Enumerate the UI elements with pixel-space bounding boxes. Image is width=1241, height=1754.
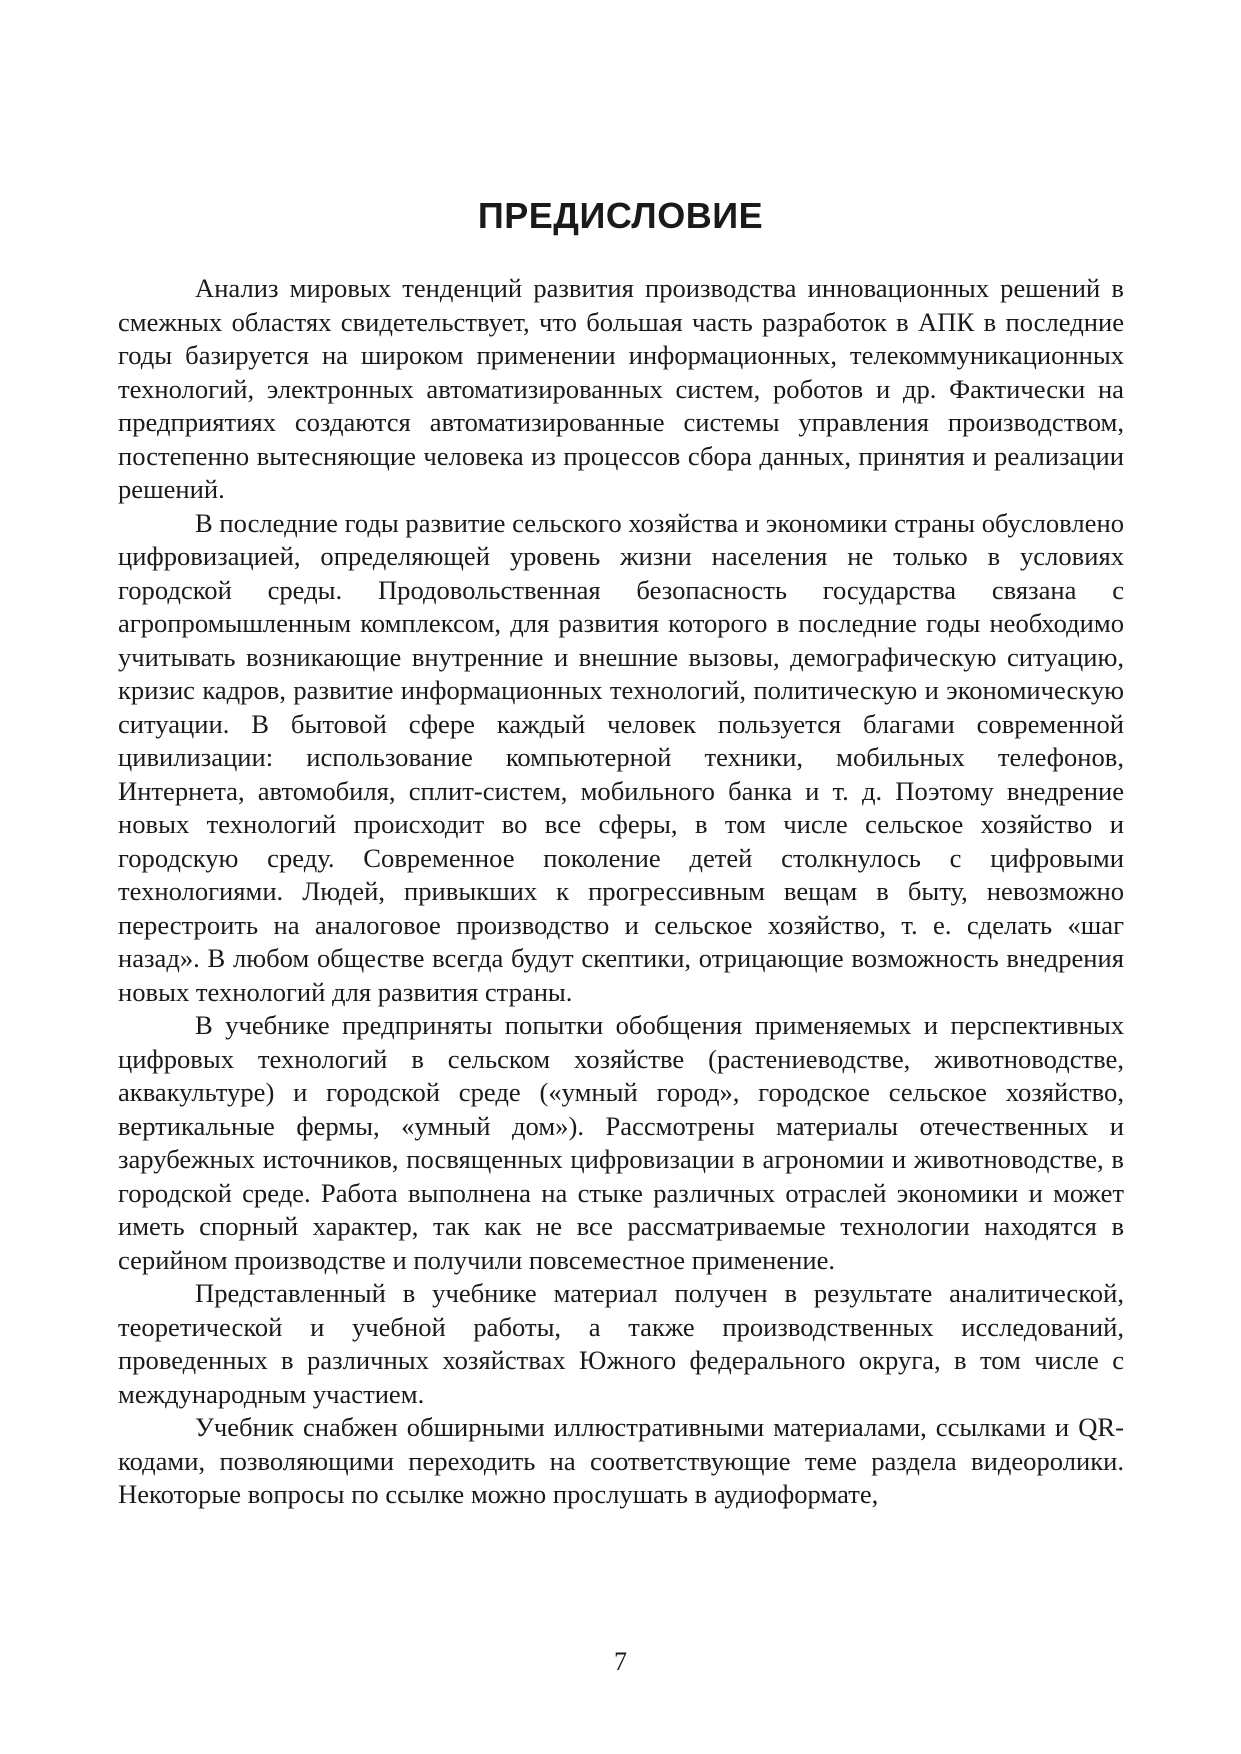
body-text [118,272,1124,1512]
page-title: ПРЕДИСЛОВИЕ [477,195,764,236]
paragraph-4: Представленный в учебнике материал получен в результате аналитической, теоретической и учебной работы, а также производственных исследований, проведенных в различных хозяйствах Южного федерального округа, в том числе с международным участием. [118,1278,1124,1409]
paragraph-2: В последние годы развитие сельского хозяйства и экономики страны обусловлено цифровизацией, определяющей уровень жизни населения не только в условиях городской среды. Продовольственная безопасность государства связана с агропромышленным комплексом, для развития которого в последние годы необходимо учитывать возникающие внутренние и внешние вызовы, демографическую ситуацию, кризис кадров, развитие информационных технологий, политическую и экономическую ситуации. В бытовой сфере каждый человек пользуется благами современной цивилизации: использование компьютерной техники, мобильных телефонов, Интернета, автомобиля, сплит-систем, мобильного банка и т. д. Поэтому внедрение новых технологий происходит во все сферы, в том числе сельское хозяйство и городскую среду. Современное поколение детей столкнулось с цифровыми технологиями. Людей, привыкших к прогрессивным вещам в быту, невозможно перестроить на аналоговое производство и сельское хозяйство, т. е. сделать «шаг назад». В любом обществе всегда будут скептики, отрицающие возможность внедрения новых технологий для развития страны. [118,507,1124,1007]
page-number: 7 [614,1647,627,1676]
paragraph-5: Учебник снабжен обширными иллюстративными материалами, ссылками и QR-кодами, позволяющими переходить на соответствующие теме раздела видеоролики. Некоторые вопросы по ссылке можно прослушать в аудиоформате, [118,1412,1124,1509]
paragraph-1: Анализ мировых тенденций развития производства инновационных решений в смежных областях свидетельствует, что большая часть разработок в АПК в последние годы базируется на широком применении информационных, телекоммуникационных технологий, электронных автоматизированных систем, роботов и др. Фактически на предприятиях создаются автоматизированные системы управления производством, постепенно вытесняющие человека из процессов сбора данных, принятия и реализации решений. [118,273,1124,504]
paragraph-3: В учебнике предприняты попытки обобщения применяемых и перспективных цифровых технологий в сельском хозяйстве (растениеводстве, животноводстве, аквакультуре) и городской среде («умный город», городское сельское хозяйство, вертикальные фермы, «умный дом»). Рассмотрены материалы отечественных и зарубежных источников, посвященных цифровизации в агрономии и животноводстве, в городской среде. Работа выполнена на стыке различных отраслей экономики и может иметь спорный характер, так как не все рассматриваемые технологии находятся в серийном производстве и получили повсеместное применение. [118,1010,1124,1275]
